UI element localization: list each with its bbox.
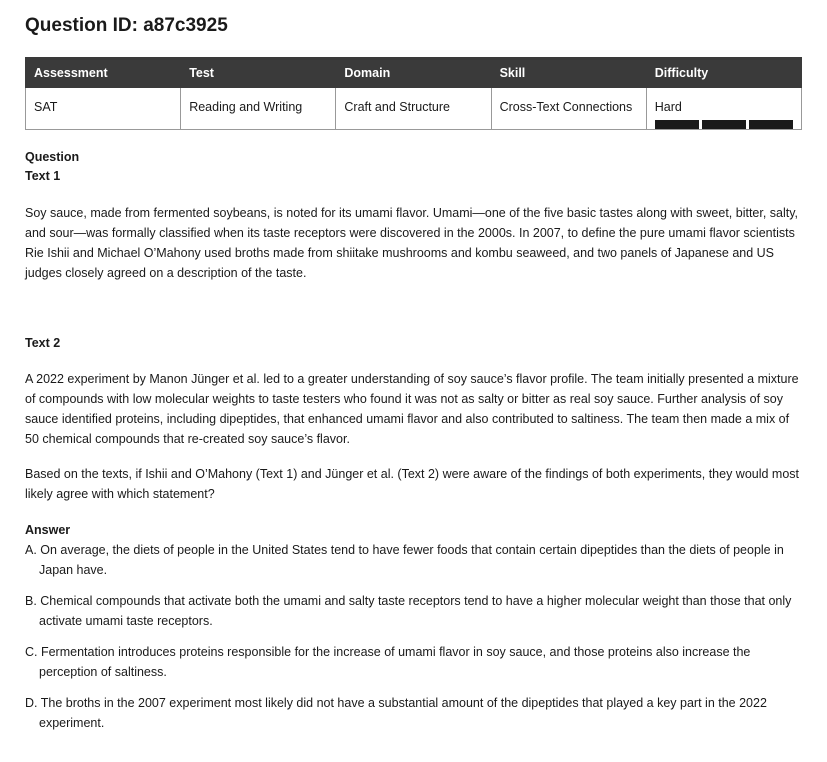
answer-option-a[interactable]: A. On average, the diets of people in the United States tend to have fewer foods that contain certain dipeptides than the diets of people in Japan have. — [25, 543, 784, 577]
meta-value-row — [26, 88, 802, 130]
difficulty-bars — [655, 120, 793, 129]
value-difficulty: Hard — [654, 100, 682, 114]
value-difficulty-cell — [646, 88, 801, 130]
question-id-heading: Question ID: a87c3925 — [25, 15, 228, 36]
answer-option-c[interactable]: C. Fermentation introduces proteins responsible for the increase of umami flavor in soy sauce, and those proteins also increase the perception of saltiness. — [25, 645, 751, 679]
question-label: Question — [25, 150, 80, 164]
header-test: Test — [181, 58, 336, 88]
header-domain: Domain — [336, 58, 491, 88]
answer-option-b[interactable]: B. Chemical compounds that activate both the umami and salty taste receptors tend to have a higher molecular weight than those that only activate umami taste receptors. — [25, 594, 792, 628]
meta-table — [25, 57, 802, 130]
meta-header-row — [26, 58, 802, 88]
header-skill: Skill — [491, 58, 646, 88]
answer-option-d[interactable]: D. The broths in the 2007 experiment most likely did not have a substantial amount of the dipeptides that played a key part in the 2022 experiment. — [25, 696, 767, 730]
value-test: Reading and Writing — [181, 88, 336, 130]
text1-passage: Soy sauce, made from fermented soybeans, is noted for its umami flavor. Umami—one of the five basic tastes along with sweet, bitter, salty, and sour—was formally classified when its taste receptors were discovered in the 2000s. In 2007, to define the pure umami flavor scientists Rie Ishii and Michael O’Mahony used broths made from shiitake mushrooms and kombu seaweed, and two panels of Japanese and US judges closely agreed on a description of the taste. — [25, 206, 799, 280]
difficulty-bar — [655, 120, 699, 129]
text2-passage: A 2022 experiment by Manon Jünger et al. led to a greater understanding of soy sauce’s flavor profile. The team initially presented a mixture of compounds with low molecular weights to taste testers who found it was not as salty or bitter as real soy sauce. Further analysis of soy sauce identified proteins, including dipeptides, that enhanced umami flavor and also contributed to saltiness. The team then made a mix of 50 chemical compounds that re-created soy sauce’s flavor. — [25, 372, 799, 446]
answer-options — [25, 540, 802, 733]
text2-label: Text 2 — [25, 336, 61, 350]
header-assessment: Assessment — [26, 58, 181, 88]
text1-label: Text 1 — [25, 169, 61, 183]
value-assessment: SAT — [26, 88, 181, 130]
difficulty-bar — [749, 120, 793, 129]
header-difficulty: Difficulty — [646, 58, 801, 88]
difficulty-bar — [702, 120, 746, 129]
value-skill: Cross-Text Connections — [491, 88, 646, 130]
value-domain: Craft and Structure — [336, 88, 491, 130]
answer-label: Answer — [25, 523, 71, 537]
question-prompt: Based on the texts, if Ishii and O’Mahony (Text 1) and Jünger et al. (Text 2) were aware of the findings of both experiments, they would most likely agree with which statement? — [25, 467, 800, 501]
